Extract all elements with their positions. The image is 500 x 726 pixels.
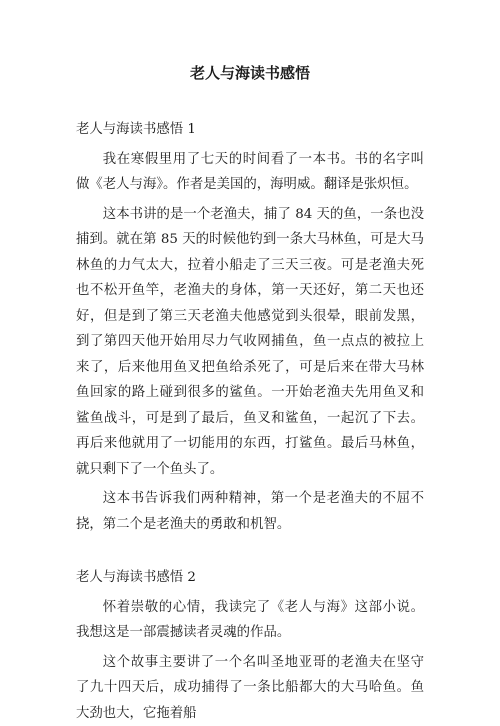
section-1 [76,117,424,537]
paragraph: 我在寒假里用了七天的时间看了一本书。书的名字叫做《老人与海》。作者是美国的，海明威。翻译是张炽恒。 [76,147,424,198]
section-heading: 老人与海读书感悟 1 [76,117,424,143]
paragraph: 这本书告诉我们两种精神，第一个是老渔夫的不屈不挠，第二个是老渔夫的勇敢和机智。 [76,486,424,537]
document-title: 老人与海读书感悟 [0,62,500,84]
section-2 [76,565,424,726]
section-heading: 老人与海读书感悟 2 [76,565,424,591]
document-body [76,117,424,726]
paragraph: 这本书讲的是一个老渔夫，捕了 84 天的鱼，一条也没捕到。就在第 85 天的时候他钓到一条大马林鱼，可是大马林鱼的力气太大，拉着小船走了三天三夜。可是老渔夫死也不松开鱼竿，老渔夫的身体，第一天还好，第二天也还好，但是到了第三天老渔夫他感觉到头很晕，眼前发黑，到了第四天他开始用尽力气收网捕鱼，鱼一点点的被拉上来了，后来他用鱼叉把鱼给杀死了，可是后来在带大马林鱼回家的路上碰到很多的鲨鱼。一开始老渔夫先用鱼叉和鲨鱼战斗，可是到了最后，鱼叉和鲨鱼，一起沉了下去。再后来他就用了一切能用的东西，打鲨鱼。最后马林鱼，就只剩下了一个鱼头了。 [76,202,424,483]
paragraph: 怀着崇敬的心情，我读完了《老人与海》这部小说。我想这是一部震撼读者灵魂的作品。 [76,595,424,646]
paragraph: 这个故事主要讲了一个名叫圣地亚哥的老渔夫在坚守了九十四天后，成功捕得了一条比船都大的大马哈鱼。鱼大劲也大，它拖着船 [76,650,424,726]
